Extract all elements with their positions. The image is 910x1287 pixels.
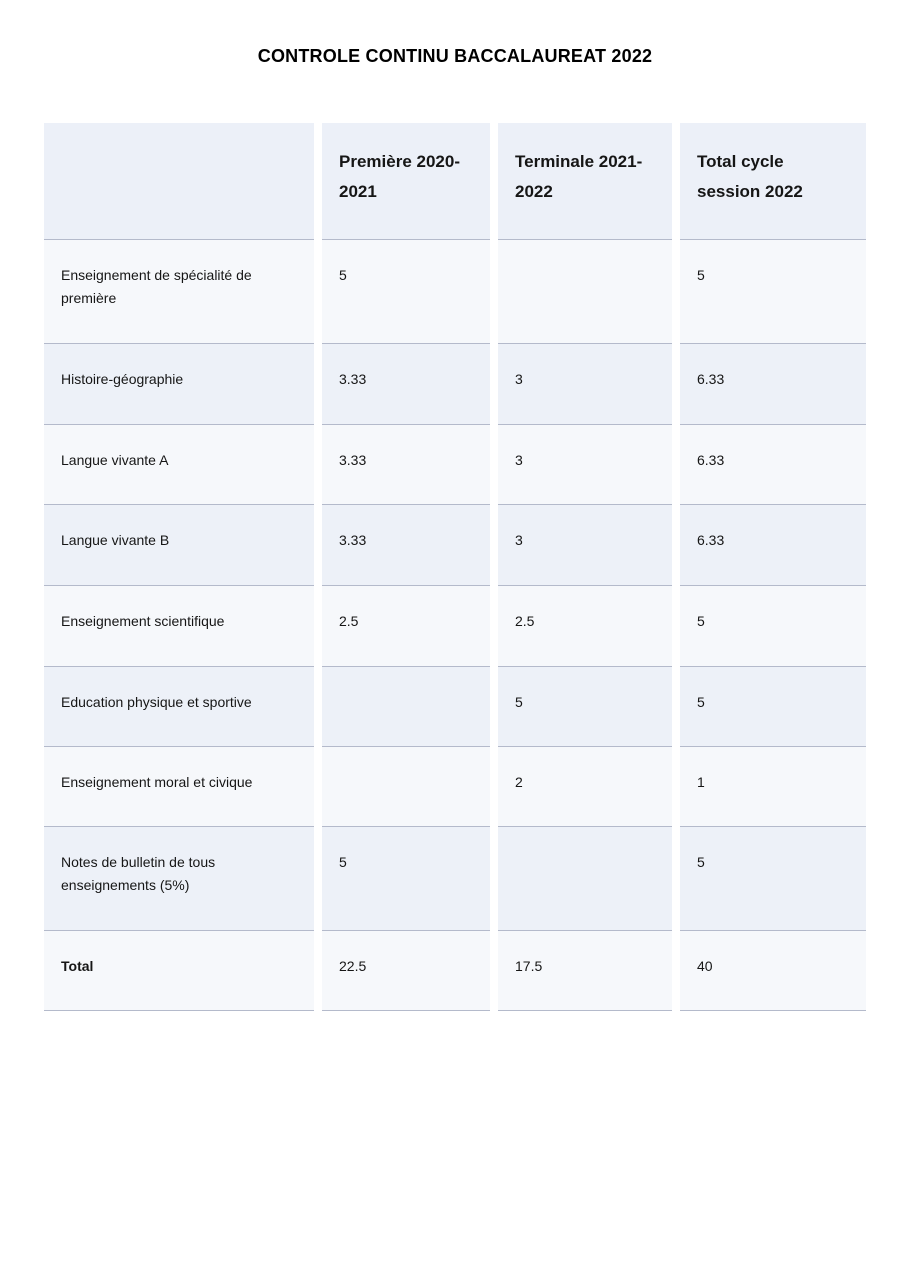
cell-total: 6.33	[680, 505, 866, 586]
cell-total: 5	[680, 240, 866, 344]
cell-terminale: 5	[498, 667, 672, 747]
cell-total: 40	[680, 931, 866, 1011]
row-label: Enseignement de spécialité de première	[44, 240, 314, 344]
cell-premiere: 3.33	[322, 425, 490, 505]
cell-terminale	[498, 827, 672, 931]
row-label: Enseignement moral et civique	[44, 747, 314, 827]
cell-premiere	[322, 667, 490, 747]
cell-total: 5	[680, 586, 866, 667]
row-label: Histoire-géographie	[44, 344, 314, 425]
cell-total: 6.33	[680, 344, 866, 425]
row-label: Enseignement scientifique	[44, 586, 314, 667]
header-terminale: Terminale 2021-2022	[498, 123, 672, 240]
table-row-total	[44, 931, 866, 1011]
table-row	[44, 425, 866, 505]
cell-terminale	[498, 240, 672, 344]
cell-premiere: 22.5	[322, 931, 490, 1011]
row-label: Education physique et sportive	[44, 667, 314, 747]
cell-total: 1	[680, 747, 866, 827]
row-label: Langue vivante B	[44, 505, 314, 586]
table-row	[44, 240, 866, 344]
table-row	[44, 344, 866, 425]
cell-terminale: 2.5	[498, 586, 672, 667]
row-label: Notes de bulletin de tous enseignements (5%)	[44, 827, 314, 931]
table-row	[44, 747, 866, 827]
table-row	[44, 505, 866, 586]
cell-total: 5	[680, 827, 866, 931]
cell-premiere: 3.33	[322, 344, 490, 425]
cell-premiere	[322, 747, 490, 827]
coefficients-table	[44, 123, 866, 1011]
document-title: CONTROLE CONTINU BACCALAUREAT 2022	[257, 46, 653, 66]
cell-terminale: 3	[498, 344, 672, 425]
table-row	[44, 827, 866, 931]
cell-terminale: 2	[498, 747, 672, 827]
cell-terminale: 17.5	[498, 931, 672, 1011]
cell-terminale: 3	[498, 425, 672, 505]
cell-premiere: 3.33	[322, 505, 490, 586]
table-header-row	[44, 123, 866, 240]
row-label-total: Total	[44, 931, 314, 1011]
table-row	[44, 586, 866, 667]
cell-premiere: 2.5	[322, 586, 490, 667]
header-empty-cell	[44, 123, 314, 240]
table-row	[44, 667, 866, 747]
header-premiere: Première 2020-2021	[322, 123, 490, 240]
cell-terminale: 3	[498, 505, 672, 586]
row-label: Langue vivante A	[44, 425, 314, 505]
header-total-cycle: Total cycle session 2022	[680, 123, 866, 240]
cell-total: 6.33	[680, 425, 866, 505]
cell-premiere: 5	[322, 240, 490, 344]
cell-total: 5	[680, 667, 866, 747]
cell-premiere: 5	[322, 827, 490, 931]
